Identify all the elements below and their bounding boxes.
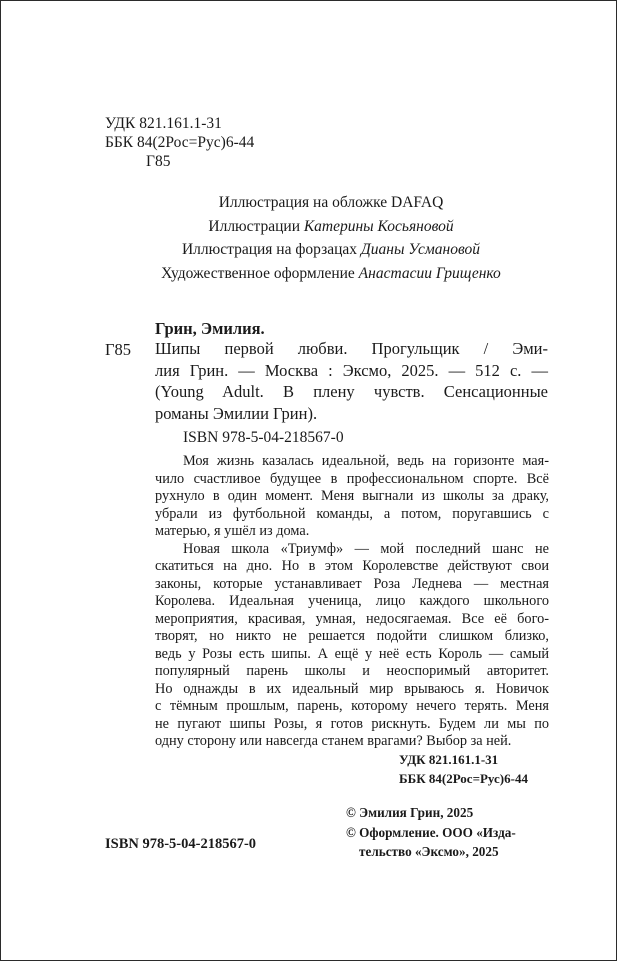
- endpaper-illustrator-name: Дианы Усмановой: [360, 241, 481, 258]
- annotation-line: ведь у Розы есть шипы. А ещё у неё есть Король — самый: [155, 645, 549, 662]
- annotation-line: скатиться на дно. Но в этом Королевстве действуют свои: [155, 558, 549, 574]
- illustrator-name: Катерины Косьяновой: [303, 217, 454, 235]
- endpaper-illustration-credit: Иллюстрация на форзацах Дианы Усмановой: [181, 241, 481, 258]
- illustration-credits: [91, 191, 571, 285]
- annotation-line: с тёмным прошлым, парень, которому нечего терять. Меня: [155, 698, 549, 714]
- bbk-code: ББК 84(2Рос=Рус)6-44: [105, 134, 255, 151]
- biblio-line: романы Эмилии Грин).: [155, 403, 318, 423]
- annotation-line: чило счастливое будущее в профессиональном спорте. Всё: [155, 470, 549, 487]
- annotation-line: Моя жизнь казалась идеальной, ведь на горизонте мая-: [183, 453, 549, 469]
- bbk-code-bottom: ББК 84(2Рос=Рус)6-44: [399, 771, 528, 786]
- copyright-block: [346, 803, 516, 862]
- annotation-line: творят, но никто не решается подойти слишком близко,: [155, 628, 549, 644]
- annotation-line: популярный парень школы и неоспоримый авторитет.: [155, 663, 549, 679]
- annotation-line: Королева. Идеальная ученица, лицо каждого школьного: [155, 593, 549, 609]
- udk-code-bottom: УДК 821.161.1-31: [399, 752, 499, 767]
- cover-illustration-credit: Иллюстрация на обложке DAFAQ: [218, 194, 444, 211]
- bibliography-author-mark: Г85: [105, 340, 132, 359]
- annotation-line: рухнуло в один момент. Меня выгнали из школы за драку,: [155, 488, 549, 504]
- designer-name: Анастасии Грищенко: [358, 264, 501, 282]
- udk-code: УДК 821.161.1-31: [105, 115, 222, 132]
- annotation-line: матерью, я ушёл из дома.: [155, 523, 310, 539]
- annotation: [155, 453, 549, 751]
- annotation-line: одну сторону или навсегда станем врагами? Выбор за ней.: [155, 733, 512, 749]
- biblio-line: (Young Adult. В плену чувств. Сенсационные: [155, 382, 548, 401]
- annotation-line: Новая школа «Триумф» — мой последний шанс не: [183, 540, 549, 557]
- copyright-design: © Оформление. ООО «Изда-: [346, 824, 516, 840]
- biblio-line: Шипы первой любви. Прогульщик / Эми-: [155, 339, 548, 358]
- annotation-line: законы, которые устанавливает Роза Леднева — местная: [155, 575, 549, 592]
- annotation-line: мероприятия, красивая, умная, недосягаемая. Все её бого-: [155, 610, 549, 627]
- copyright-author: © Эмилия Грин, 2025: [346, 805, 474, 820]
- copyright-design-cont: тельство «Эксмо», 2025: [359, 844, 499, 859]
- isbn-main: ISBN 978-5-04-218567-0: [183, 429, 344, 446]
- author-heading: Грин, Эмилия.: [155, 319, 265, 338]
- isbn-bottom: ISBN 978-5-04-218567-0: [105, 836, 257, 852]
- biblio-line: лия Грин. — Москва : Эксмо, 2025. — 512 с. —: [155, 360, 548, 380]
- bibliographic-description: [155, 338, 548, 424]
- author-mark: Г85: [146, 153, 171, 170]
- illustrations-credit: Иллюстрации Катерины Косьяновой: [208, 217, 454, 235]
- annotation-line: Но однажды в их идеальный мир врываюсь я. Новичок: [155, 680, 549, 697]
- classification-codes-top: [105, 114, 254, 171]
- classification-codes-bottom: [399, 750, 528, 788]
- art-design-credit: Художественное оформление Анастасии Грищенко: [161, 264, 501, 282]
- annotation-line: убрали из футбольной команды, а потом, поругавшись с: [155, 505, 549, 522]
- annotation-line: не пугают шипы Розы, я готов рискнуть. Будем ли мы по: [155, 715, 549, 732]
